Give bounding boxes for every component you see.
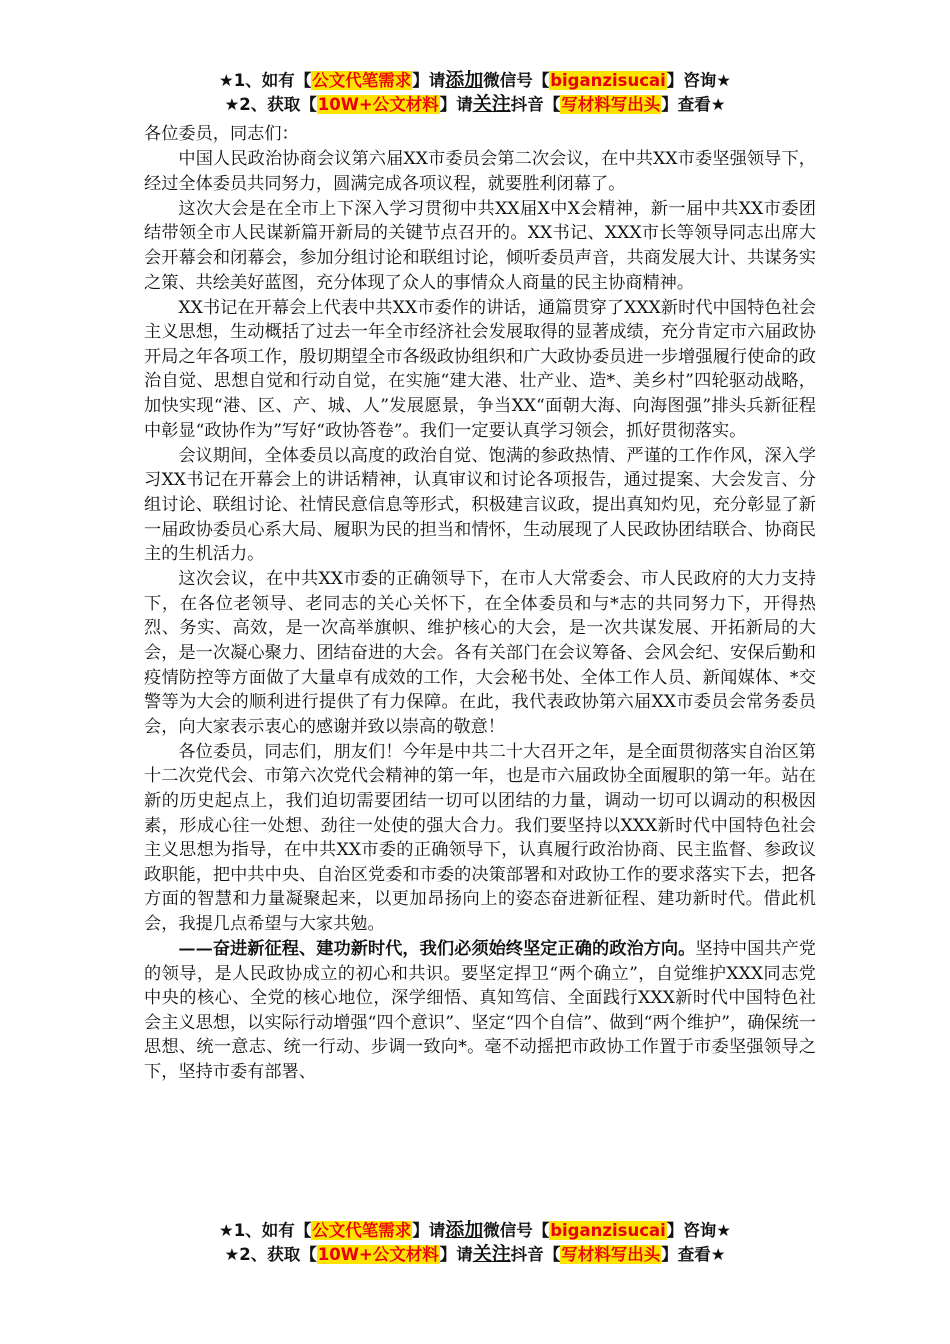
promo-line-2 — [0, 1242, 950, 1266]
paragraph-2: 这次大会是在全市上下深入学习贯彻中共XX届X中X会精神，新一届中共XX市委团结带领全市人民谋新篇开新局的关键节点召开的。XX书记、XXX市长等领导同志出席大会开幕会和闭幕会，参加分组讨论和联组讨论，倾听委员声音，共商发展大计、共谋务实之策、共绘美好蓝图，充分体现了众人的事情众人商量的民主协商精神。 — [144, 198, 816, 293]
promo-line-1-text: 】请 — [412, 71, 446, 90]
promo-highlight-materials: 10W+公文材料 — [317, 1245, 439, 1264]
promo-line-2-suffix: 】查看★ — [661, 1245, 726, 1264]
promo-emphasis-follow: 关注 — [472, 1243, 511, 1265]
promo-line-2-prefix: ★2、获取【 — [224, 1245, 317, 1264]
promo-highlight-writing-service: 公文代笔需求 — [312, 1221, 412, 1240]
promo-line-1-wechat-label: 微信号【 — [483, 71, 550, 90]
promo-banner-top — [0, 68, 950, 116]
document-body — [144, 122, 816, 1085]
promo-emphasis-follow: 关注 — [472, 93, 511, 115]
promo-line-1-suffix: 】咨询★ — [666, 1221, 732, 1240]
promo-wechat-id: biganzisucai — [550, 71, 666, 90]
promo-line-1-text: 】请 — [412, 1221, 446, 1240]
promo-emphasis-add: 添加 — [445, 69, 484, 91]
salutation: 各位委员，同志们： — [144, 124, 299, 144]
paragraph-7 — [144, 937, 816, 1085]
promo-douyin-account: 写材料写出头 — [561, 1245, 661, 1264]
paragraph-5: 这次会议，在中共XX市委的正确领导下，在市人大常委会、市人民政府的大力支持下，在各位老领导、老同志的关心关怀下，在全体委员和与*志的共同努力下，开得热烈、务实、高效，是一次高举旗帜、维护核心的大会，是一次共谋发展、开拓新局的大会，是一次凝心聚力、团结奋进的大会。各有关部门在会议筹备、会风会纪、安保后勤和疫情防控等方面做了大量卓有成效的工作，大会秘书处、全体工作人员、新闻媒体、*交警等为大会的顺利进行提供了有力保障。在此，我代表政协第六届XX市委员会常务委员会，向大家表示衷心的感谢并致以崇高的敬意！ — [144, 569, 816, 737]
promo-line-2-prefix: ★2、获取【 — [224, 95, 317, 114]
promo-line-2-douyin-label: 抖音【 — [510, 1245, 561, 1264]
paragraph-3: XX书记在开幕会上代表中共XX市委作的讲话，通篇贯穿了XXX新时代中国特色社会主义思想，生动概括了过去一年全市经济社会发展取得的显著成绩，充分肯定市六届政协开局之年各项工作，殷切期望全市各级政协组织和广大政协委员进一步增强履行使命的政治自觉、思想自觉和行动自觉，在实施“建大港、壮产业、造*、美乡村”四轮驱动战略，加快实现“港、区、产、城、人”发展愿景，争当XX“面朝大海、向海图强”排头兵新征程中彰显“政协作为”写好“政协答卷”。我们一定要认真学习领会，抓好贯彻落实。 — [144, 297, 816, 441]
promo-line-2-douyin-label: 抖音【 — [510, 95, 561, 114]
paragraph-6: 各位委员，同志们，朋友们！今年是中共二十大召开之年，是全面贯彻落实自治区第十二次党代会、市第六次党代会精神的第一年，也是市六届政协全面履职的第一年。站在新的历史起点上，我们迫切需要团结一切可以团结的力量，调动一切可以调动的积极因素，形成心往一处想、劲往一处使的强大合力。我们要坚持以XXX新时代中国特色社会主义思想为指导，在中共XX市委的正确领导下，认真履行政治协商、民主监督、参政议政职能，把中共中央、自治区党委和市委的决策部署和对政协工作的要求落实下去，把各方面的智慧和力量凝聚起来，以更加昂扬向上的姿态奋进新征程、建功新时代。借此机会，我提几点希望与大家共勉。 — [144, 741, 816, 934]
promo-line-1 — [0, 1218, 950, 1242]
promo-line-1-suffix: 】咨询★ — [666, 71, 732, 90]
promo-line-1-wechat-label: 微信号【 — [483, 1221, 550, 1240]
promo-douyin-account: 写材料写出头 — [561, 95, 661, 114]
promo-line-1 — [0, 68, 950, 92]
promo-wechat-id: biganzisucai — [550, 1221, 666, 1240]
promo-banner-bottom — [0, 1218, 950, 1266]
promo-highlight-writing-service: 公文代笔需求 — [312, 71, 412, 90]
promo-emphasis-add: 添加 — [445, 1219, 484, 1241]
promo-line-2-suffix: 】查看★ — [661, 95, 726, 114]
paragraph-4: 会议期间，全体委员以高度的政治自觉、饱满的参政热情、严谨的工作作风，深入学习XX书记在开幕会上的讲话精神，认真审议和讨论各项报告，通过提案、大会发言、分组讨论、联组讨论、社情民意信息等形式，积极建言议政，提出真知灼见，充分彰显了新一届政协委员心系大局、履职为民的担当和情怀，生动展现了人民政协团结联合、协商民主的生机活力。 — [144, 445, 816, 565]
section-heading-political-direction: ——奋进新征程、建功新时代，我们必须始终坚定正确的政治方向。 — [178, 939, 696, 960]
promo-line-2 — [0, 92, 950, 116]
promo-line-1-prefix: ★1、如有【 — [218, 1221, 312, 1240]
paragraph-7-text: 坚持中国共产党的领导，是人民政协成立的初心和共识。要坚定捍卫“两个确立”，自觉维护XXX同志党中央的核心、全党的核心地位，深学细悟、真知笃信、全面践行XXX新时代中国特色社会主义思想，以实际行动增强“四个意识”、坚定“四个自信”、做到“两个维护”，确保统一思想、统一意志、统一行动、步调一致向*。毫不动摇把市政协工作置于市委坚强领导之下，坚持市委有部署、 — [144, 939, 816, 1083]
promo-highlight-materials: 10W+公文材料 — [317, 95, 439, 114]
promo-line-2-text: 】请 — [439, 1245, 473, 1264]
promo-line-2-text: 】请 — [439, 95, 473, 114]
promo-line-1-prefix: ★1、如有【 — [218, 71, 312, 90]
paragraph-1: 中国人民政治协商会议第六届XX市委员会第二次会议，在中共XX市委坚强领导下，经过全体委员共同努力，圆满完成各项议程，就要胜利闭幕了。 — [144, 149, 816, 194]
